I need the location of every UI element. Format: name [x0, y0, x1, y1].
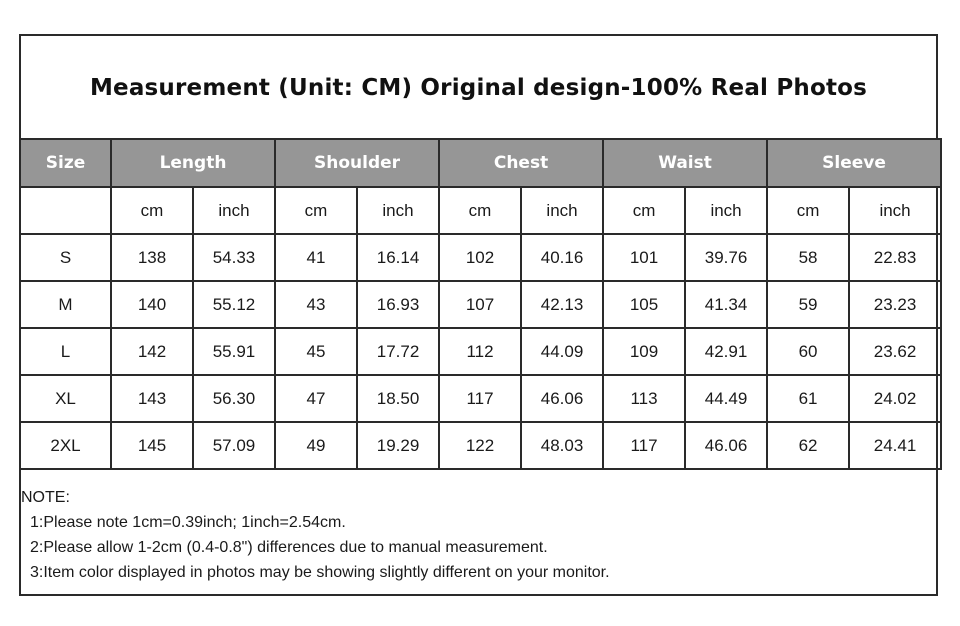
value-cell: 23.23 — [849, 281, 941, 328]
value-cell: 117 — [439, 375, 521, 422]
unit-cell-empty — [20, 187, 111, 234]
value-cell: 142 — [111, 328, 193, 375]
unit-cell: inch — [849, 187, 941, 234]
header-chest: Chest — [439, 139, 603, 187]
value-cell: 122 — [439, 422, 521, 469]
note-line-1: 1:Please note 1cm=0.39inch; 1inch=2.54cm. — [30, 514, 346, 531]
value-cell: 117 — [603, 422, 685, 469]
value-cell: 17.72 — [357, 328, 439, 375]
unit-cell: cm — [603, 187, 685, 234]
table-row — [20, 422, 941, 469]
value-cell: 22.83 — [849, 234, 941, 281]
size-cell: M — [20, 281, 111, 328]
header-waist: Waist — [603, 139, 767, 187]
value-cell: 60 — [767, 328, 849, 375]
chart-title: Measurement (Unit: CM) Original design-100% Real Photos — [89, 75, 868, 101]
value-cell: 39.76 — [685, 234, 767, 281]
value-cell: 61 — [767, 375, 849, 422]
note-line-3: 3:Item color displayed in photos may be showing slightly different on your monitor. — [30, 564, 610, 581]
value-cell: 46.06 — [521, 375, 603, 422]
value-cell: 46.06 — [685, 422, 767, 469]
size-cell: XL — [20, 375, 111, 422]
value-cell: 101 — [603, 234, 685, 281]
value-cell: 41.34 — [685, 281, 767, 328]
value-cell: 41 — [275, 234, 357, 281]
note-line-2: 2:Please allow 1-2cm (0.4-0.8") differences due to manual measurement. — [30, 539, 548, 556]
unit-cell: inch — [193, 187, 275, 234]
value-cell: 55.91 — [193, 328, 275, 375]
value-cell: 58 — [767, 234, 849, 281]
value-cell: 45 — [275, 328, 357, 375]
value-cell: 57.09 — [193, 422, 275, 469]
value-cell: 55.12 — [193, 281, 275, 328]
value-cell: 56.30 — [193, 375, 275, 422]
value-cell: 44.49 — [685, 375, 767, 422]
value-cell: 105 — [603, 281, 685, 328]
value-cell: 24.41 — [849, 422, 941, 469]
value-cell: 102 — [439, 234, 521, 281]
value-cell: 54.33 — [193, 234, 275, 281]
value-cell: 16.93 — [357, 281, 439, 328]
value-cell: 42.91 — [685, 328, 767, 375]
value-cell: 113 — [603, 375, 685, 422]
value-cell: 23.62 — [849, 328, 941, 375]
unit-cell: cm — [439, 187, 521, 234]
value-cell: 16.14 — [357, 234, 439, 281]
header-size: Size — [20, 139, 111, 187]
value-cell: 112 — [439, 328, 521, 375]
unit-cell: cm — [275, 187, 357, 234]
value-cell: 145 — [111, 422, 193, 469]
value-cell: 43 — [275, 281, 357, 328]
unit-cell: inch — [685, 187, 767, 234]
unit-cell: cm — [767, 187, 849, 234]
value-cell: 18.50 — [357, 375, 439, 422]
value-cell: 47 — [275, 375, 357, 422]
unit-cell: cm — [111, 187, 193, 234]
header-sleeve: Sleeve — [767, 139, 941, 187]
value-cell: 24.02 — [849, 375, 941, 422]
value-cell: 62 — [767, 422, 849, 469]
value-cell: 44.09 — [521, 328, 603, 375]
header-shoulder: Shoulder — [275, 139, 439, 187]
value-cell: 140 — [111, 281, 193, 328]
value-cell: 107 — [439, 281, 521, 328]
value-cell: 49 — [275, 422, 357, 469]
table-row — [20, 375, 941, 422]
size-chart-frame — [19, 34, 938, 596]
header-length: Length — [111, 139, 275, 187]
size-cell: 2XL — [20, 422, 111, 469]
value-cell: 42.13 — [521, 281, 603, 328]
value-cell: 138 — [111, 234, 193, 281]
unit-cell: inch — [521, 187, 603, 234]
value-cell: 143 — [111, 375, 193, 422]
size-cell: L — [20, 328, 111, 375]
value-cell: 109 — [603, 328, 685, 375]
value-cell: 40.16 — [521, 234, 603, 281]
size-cell: S — [20, 234, 111, 281]
value-cell: 59 — [767, 281, 849, 328]
header-row — [20, 139, 941, 187]
size-table — [19, 138, 942, 470]
table-row — [20, 328, 941, 375]
unit-row — [20, 187, 941, 234]
notes-heading: NOTE: — [21, 489, 70, 506]
unit-cell: inch — [357, 187, 439, 234]
value-cell: 48.03 — [521, 422, 603, 469]
table-row — [20, 281, 941, 328]
notes-section — [21, 485, 936, 585]
value-cell: 19.29 — [357, 422, 439, 469]
table-row — [20, 234, 941, 281]
